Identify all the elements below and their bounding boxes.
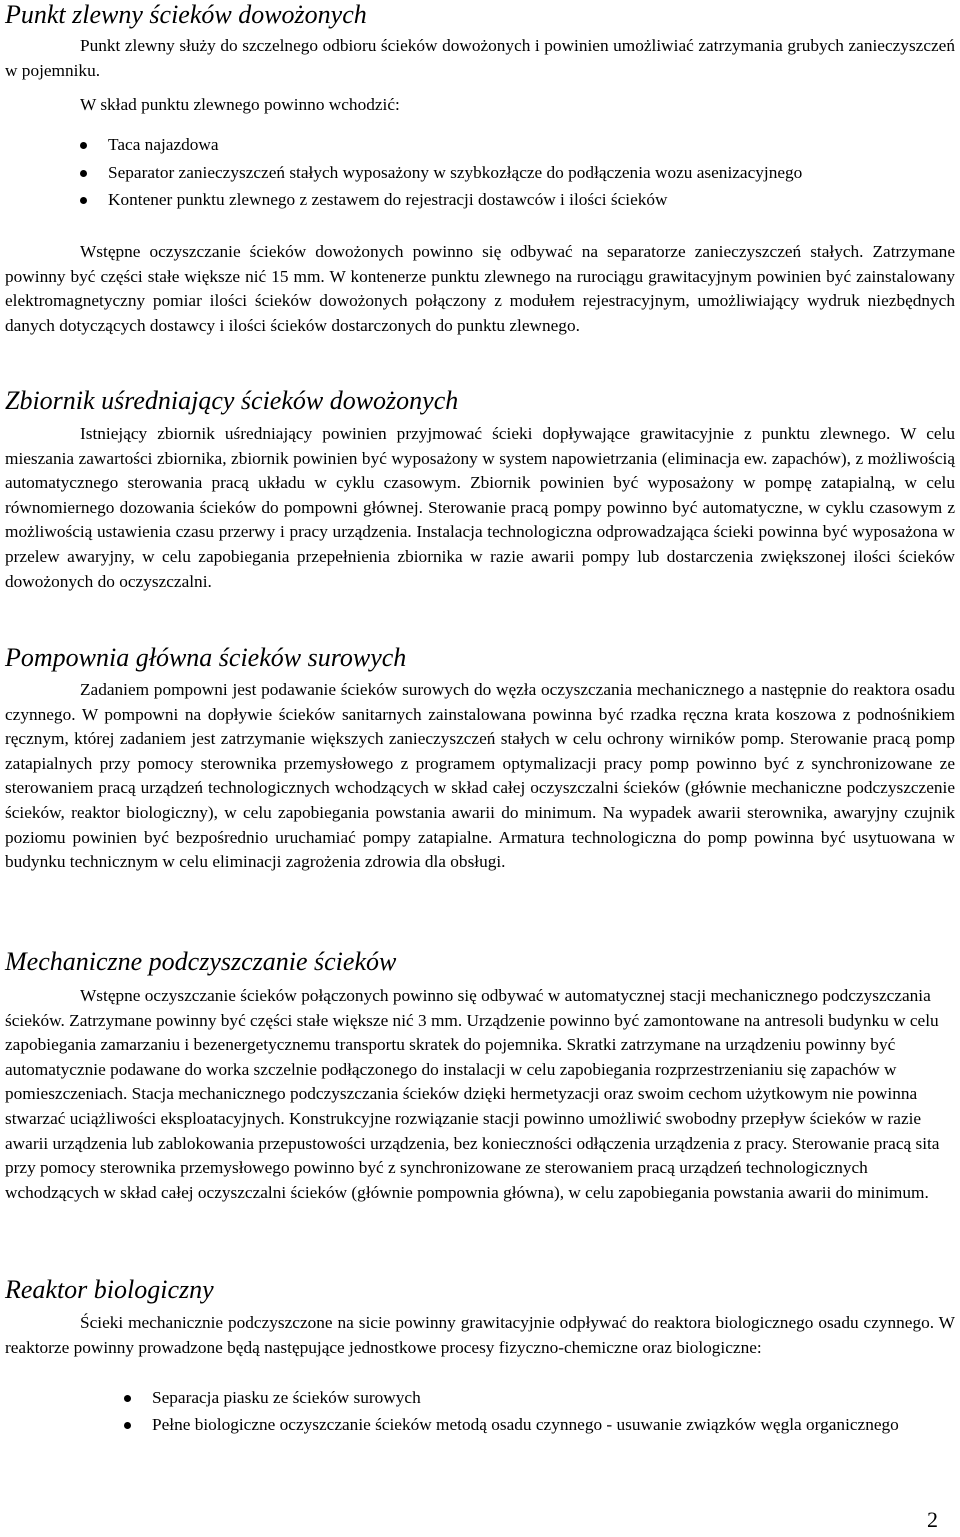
page-number: 2	[927, 1507, 938, 1532]
list-item: Taca najazdowa	[80, 133, 950, 158]
section-body-reaktor: Ścieki mechanicznie podczyszczone na sicie powinny grawitacyjnie odpływać do reaktora biologicznego osadu czynnego. W reaktorze powinny prowadzone będą następujące jednostkowe procesy fizyczno-chemiczne oraz biologiczne:	[5, 1313, 955, 1357]
list-reaktor	[124, 1386, 954, 1437]
section-body-mechaniczne: Wstępne oczyszczanie ścieków połączonych powinno się odbywać w automatycznej stacji mechanicznego podczyszczania ścieków. Zatrzymane powinny być części stałe większe nić 3 mm. Urządzenie powinno być zamontowane na antresoli budynku w celu zapobiegania zamarzaniu i bezenergetycznemu transportu skratek do pojemnika. Skratki zatrzymane na urządzeniu powinny być automatycznie podawane do worka szczelnie podłączonego do instalacji w celu zapobiegania rozprzestrzenianiu się zapachów w pomieszczeniach. Stacja mechanicznego podczyszczania ścieków dzięki hermetyzacji oraz swoim cechom użytkowym nie powinna stwarzać uciążliwości eksploatacyjnych. Konstrukcyjne rozwiązanie stacji powinno umożliwić swobodny przepływ ścieków w razie awarii urządzenia lub zablokowania przepustowości urządzenia, bez konieczności odłączenia urządzenia z pracy. Sterowanie pracą sita przy pomocy sterownika przemysłowego powinno być z synchronizowane ze sterowaniem pracą urządzeń technologicznych wchodzących w skład całej oczyszczalni ścieków (głównie pompownia główna), w celu zapobiegania powstania awarii do minimum.	[5, 986, 940, 1202]
section-intro-punkt-zlewny: Punkt zlewny służy do szczelnego odbioru ścieków dowożonych i powinien umożliwiać zatrzymania grubych zanieczyszczeń w pojemniku.	[5, 36, 955, 80]
bullet-icon	[124, 1422, 131, 1429]
section-title-zbiornik: Zbiornik uśredniający ścieków dowożonych	[5, 386, 459, 415]
section-body-zbiornik: Istniejący zbiornik uśredniający powinien przyjmować ścieki dopływające grawitacyjnie z punktu zlewnego. W celu mieszania zawartości zbiornika, zbiornik powinien być wyposażony w system napowietrzania (eliminacja ew. zapachów), z możliwością automatycznego sterowania pracą układu w cyklu czasowym. Zbiornik powinien być wyposażony w pompę zatapialną, w celu równomiernego dozowania ścieków do pompowni głównej. Sterowanie pracą pompy powinno być automatyczne, w cyklu czasowym z możliwością ustawienia czasu przerwy i pracy urządzenia. Instalacja technologiczna odprowadzająca ścieki powinna być wyposażona w przelew awaryjny, w celu zapobiegania przepełnienia zbiornika w razie awarii pompy lub dostarczenia zwiększonej ilości ścieków dowożonych do oczyszczalni.	[5, 424, 955, 591]
section-title-pompownia: Pompownia główna ścieków surowych	[5, 643, 407, 672]
list-punkt-zlewny	[80, 133, 950, 213]
list-item: Pełne biologiczne oczyszczanie ścieków metodą osadu czynnego - usuwanie związków węgla organicznego	[124, 1413, 954, 1438]
section-title-mechaniczne: Mechaniczne podczyszczanie ścieków	[5, 947, 397, 976]
section-title-punkt-zlewny: Punkt zlewny ścieków dowożonych	[5, 0, 367, 29]
bullet-icon	[80, 142, 87, 149]
bullet-icon	[124, 1395, 131, 1402]
list-heading-punkt-zlewny: W skład punktu zlewnego powinno wchodzić:	[80, 95, 400, 114]
bullet-icon	[80, 170, 87, 177]
section-body-punkt-zlewny: Wstępne oczyszczanie ścieków dowożonych powinno się odbywać na separatorze zanieczyszczeń stałych. Zatrzymane powinny być części stałe większe nić 15 mm. W kontenerze punktu zlewnego na rurociągu grawitacyjnym powinien być zainstalowany elektromagnetyczny pomiar ilości ścieków dowożonych połączony z modułem rejestracyjnym, umożliwiający wydruk niezbędnych danych dotyczących dostawcy i ilości ścieków dostarczonych do punktu zlewnego.	[5, 242, 955, 335]
section-title-reaktor: Reaktor biologiczny	[5, 1275, 214, 1304]
bullet-icon	[80, 197, 87, 204]
list-item: Separator zanieczyszczeń stałych wyposażony w szybkozłącze do podłączenia wozu asenizacyjnego	[80, 161, 950, 186]
list-item: Kontener punktu zlewnego z zestawem do rejestracji dostawców i ilości ścieków	[80, 188, 950, 213]
list-item: Separacja piasku ze ścieków surowych	[124, 1386, 954, 1411]
section-body-pompownia: Zadaniem pompowni jest podawanie ścieków surowych do węzła oczyszczania mechanicznego a następnie do reaktora osadu czynnego. W pompowni na dopływie ścieków sanitarnych zainstalowana powinna być rzadka ręczna krata koszowa z podnośnikiem ręcznym, której zadaniem jest zatrzymanie większych zanieczyszczeń stałych w celu ochrony wirników pomp. Sterowanie pracą pomp zatapialnych przy pomocy sterownika przemysłowego z programem optymalizacji pracy pomp powinno być z synchronizowane ze sterowaniem pracą urządzeń technologicznych wchodzących w skład całej oczyszczalni ścieków (głównie mechaniczne podczyszczenie ścieków, reaktor biologiczny), w celu zapobiegania powstania awarii do minimum. Na wypadek awarii sterownika, awaryjny czujnik poziomu powinien być bezpośrednio uruchamiać pompy zatapialne. Armatura technologiczna do pomp powinna być usytuowana w budynku technicznym w celu eliminacji zagrożenia zdrowia dla obsługi.	[5, 680, 955, 872]
